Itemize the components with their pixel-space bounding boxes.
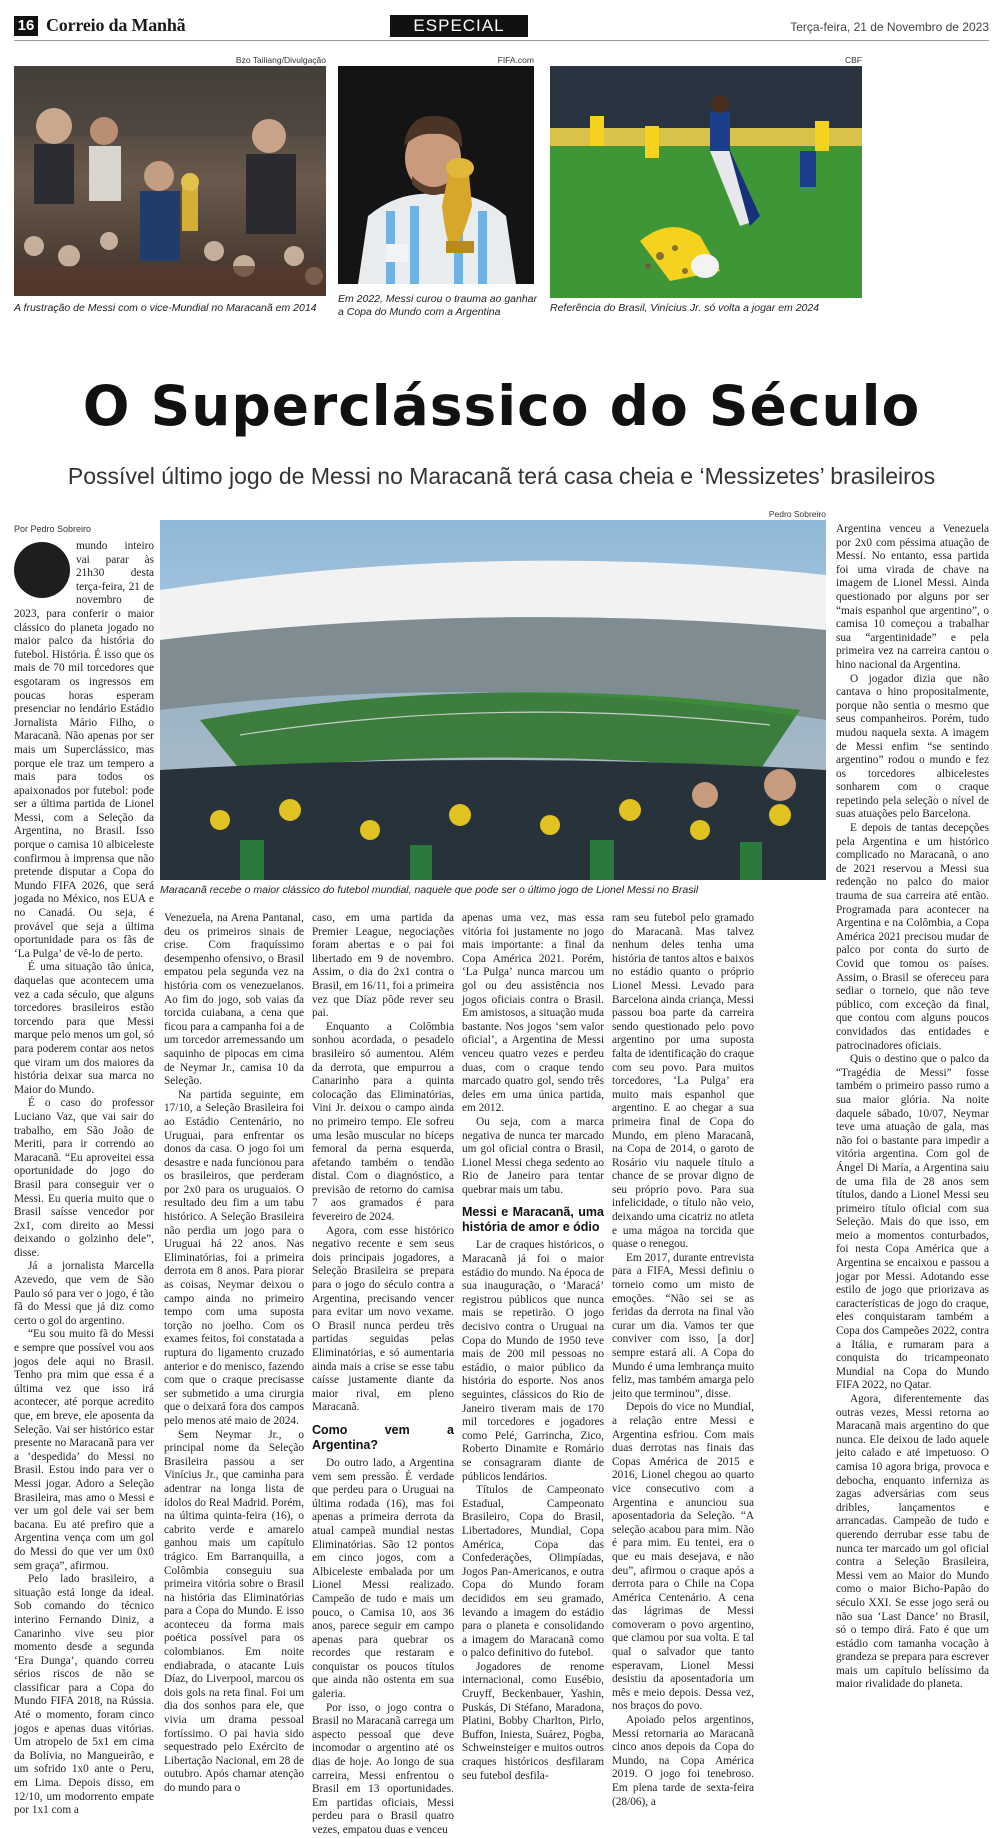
paragraph: Em 2017, durante entrevista para a FIFA, Messi definiu o torneio como um misto de emoções. “Não sei se as feridas da derrota na final vão curar um dia. Vamos ter que conviver com isso, [a dor] sempre estará ali. A Copa do Mundo é uma lembrança muito feliz, mas também amarga pelo jeito que terminou”, disse. <box>612 1251 754 1400</box>
paragraph: Agora, diferentemente das outras vezes, Messi retorna ao Maracanã mais argentino do que nunca. Ele deixou de lado aquele jeito calado e até impetuoso. O camisa 10 agora briga, provoca e debocha, enquanto inferniza as zagas adversárias com seus dribles, lançamentos e arrancadas. Campeão de tudo e querendo derrubar esse tabu de nunca ter marcado um gol oficial contra a Seleção Brasileira, Messi vem ao Maior do Mundo como o maior Bicho-Papão do século XXI. Se esse jogo será ou não sua ‘Last Dance’ no Brasil, só o tempo dirá. Fato é que um estádio com tamanha vocação à grandeza se prepara para escrever mais um capítulo belíssimo da maior rivalidade do planeta. <box>836 1393 989 1691</box>
section-label: ESPECIAL <box>390 15 528 37</box>
paragraph: Lar de craques históricos, o Maracanã já foi o maior estádio do mundo. Na época de sua inauguração, o ‘Maracá’ registrou públicos que nunca mais se repetirão. O jogo decisivo contra o Uruguai na Copa do Mundo de 1950 teve mais de 200 mil pessoas no estádio, o maior público da história do esporte. Nos anos seguintes, clássicos do Rio de Janeiro tiveram mais de 170 mil torcedores e jogadores como Pelé, Garrincha, Zico, Roberto Dinamite e Romário se consagraram diante de públicos lendários. <box>462 1239 604 1483</box>
photo-caption-4: Maracanã recebe o maior clássico do futebol mundial, naquele que pode ser o último jogo de Lionel Messi no Brasil <box>160 884 699 896</box>
paragraph: É o caso do professor Luciano Vaz, que vai sair do trabalho, em São João de Meriti, para ir correndo ao Maracanã. “Eu aproveitei essa oportunidade do jogo do Brasil para conseguir ver o Messi. Eu queria muito que o Brasil saísse vencedor por 2x1, com direito ao Messi deixando o golzinho dele”, disse. <box>14 1097 154 1259</box>
paragraph: Jogadores de renome internacional, como Eusébio, Cruyff, Beckenbauer, Yashin, Puskás, Di Stéfano, Maradona, Platini, Bobby Charlton, Pirlo, Buffon, Iniesta, Suárez, Pogba, Schweinsteiger e muitos outros craques históricos desfilaram seu futebol desfila- <box>462 1660 604 1782</box>
drop-cap <box>14 542 70 598</box>
subsection-title: Como vem a Argentina? <box>312 1422 454 1452</box>
paragraph: Pelo lado brasileiro, a situação está longe da ideal. Sob comando do técnico interino Fernando Diniz, a Canarinho vive seu pior momento desde a segunda ‘Era Dunga’, quando correu sérios riscos de não se classificar para a Copa do Mundo FIFA 2018, na Rússia. Até o momento, foram cinco jogos e apenas duas vitórias. Um atropelo de 5x1 em cima da Bolívia, no Mangueirão, e um sofrido 1x0 ante o Peru, em Lima. Depois disso, em 12/10, um modorrento empate por 1x1 com a <box>14 1573 154 1817</box>
photo-caption-1: A frustração de Messi com o vice-Mundial no Maracanã em 2014 <box>14 302 317 314</box>
subsection-title: Messi e Maracanã, uma história de amor e ódio <box>462 1205 604 1235</box>
paragraph: apenas uma vez, mas essa vitória foi justamente no jogo mais importante: a final da Copa América 2021. Porém, ‘La Pulga’ nunca marcou um gol ou deu assistência nos jogos oficiais contra o Brasil. Em amistosos, a situação muda bastante. Nos jogos ‘sem valor oficial’, a Argentina de Messi venceu quatro vezes e perdeu duas, com o craque tendo marcado quatro gol, sendo três deles em uma única partida, em 2012. <box>462 912 604 1115</box>
paragraph: Já a jornalista Marcella Azevedo, que vem de São Paulo só para ver o jogo, é tão fã do Messi que já diz como certo o gol do argentino. <box>14 1260 154 1327</box>
article-column-4 <box>462 912 604 1783</box>
paragraph: E depois de tantas decepções pela Argentina e um histórico complicado no Maracanã, o ano de 2021 reservou a Messi sua redenção no palco do maior trauma de sua carreira até então. Programada para acontecer na Argentina e na Colômbia, a Copa América 2021 precisou mudar de palco por conta do surto de Covid que tomou os países. Assim, o Brasil se ofereceu para sediar o torneio, que não teve público, com exceção da final, que contou com alguns poucos convidados das entidades e patrocinadores oficiais. <box>836 822 989 1052</box>
paragraph: Enquanto a Colômbia sonhou acordada, o pesadelo brasileiro só aumentou. Além da derrota, que empurrou a Canarinho para a quinta colocação das Eliminatórias, Vini Jr. deixou o campo ainda no primeiro tempo. Ele sofreu uma lesão muscular no bíceps femoral da perna esquerda, afetando também o tendão distal. Com o diagnóstico, a previsão de retorno do camisa 7 aos gramados é para fevereiro de 2024. <box>312 1020 454 1224</box>
page-number: 16 <box>14 16 38 36</box>
paragraph: caso, em uma partida da Premier League, negociações foram abertas e o pai foi libertado em 9 de novembro. Assim, o dia do 2x1 contra o Brasil, em 16/11, foi a primeira vez que Díaz pôde rever seu pai. <box>312 912 454 1020</box>
paragraph: O jogador dizia que não cantava o hino propositalmente, porque não sentia o mesmo que seus companheiros. Porém, tudo mudou naquela sexta. A imagem de Messi enfim “se sentindo argentino” rodou o mundo e fez os torcedores albicelestes sonharem com o craque repetindo pela seleção o nível de suas atuações pelo Barcelona. <box>836 672 989 821</box>
article-column-2 <box>164 912 304 1796</box>
subheadline: Possível último jogo de Messi no Maracanã terá casa cheia e ‘Messizetes’ brasileiros <box>67 463 936 489</box>
article-column-5 <box>612 912 754 1809</box>
photo-credit-3: CBF <box>845 55 862 65</box>
masthead-divider <box>14 40 989 41</box>
paragraph: Venezuela, na Arena Pantanal, deu os primeiros sinais de crise. Com fraquíssimo desempenho ofensivo, o Brasil empatou pela segunda vez na história com os venezuelanos. Ao fim do jogo, sob vaias da torcida cuiabana, a cena que ficou para a campanha foi a de um torcedor arremessando um saquinho de pipocas em cima de Neymar Jr., camisa 10 da Seleção. <box>164 912 304 1088</box>
paragraph: Títulos de Campeonato Estadual, Campeonato Brasileiro, Copa do Brasil, Libertadores, Mundial, Copa América, Copa das Confederações, Olimpíadas, Jogos Pan-Americanos, e outra Copa do Mundo foram decididos em seu gramado, levando a imagem do estádio para o planeta e consolidando a imagem do Maracanã como o palco definitivo do futebol. <box>462 1484 604 1660</box>
photo-caption-3: Referência do Brasil, Vinícius Jr. só volta a jogar em 2024 <box>550 302 820 314</box>
article-column-6 <box>836 523 989 1692</box>
newspaper-brand: Correio da Manhã <box>46 15 186 35</box>
photo-credit-4: Pedro Sobreiro <box>768 509 826 519</box>
paragraph: Sem Neymar Jr., o principal nome da Seleção Brasileira passou a ser Vinícius Jr., que caminha para adentrar na longa lista de ídolos do Real Madrid. Porém, na última quinta-feira (16), o cabrito verde e amarelo ganhou mais um capítulo trágico. Em Barranquilla, a Colômbia conseguiu sua primeira vitória sobre o Brasil na história das Eliminatórias para a Copa do Mundo. E isso aconteceu da forma mais poética possível para os colombianos. Em noite endiabrada, o atacante Luis Díaz, do Liverpool, marcou os dois gols na reta final. Foi um dia dos sonhos para ele, que vivia um drama pessoal fortíssimo. O pai havia sido sequestrado pelo Exército de Libertação Nacional, em 28 de outubro. Após chamar atenção do mundo para o <box>164 1428 304 1794</box>
photo-messi-2014 <box>14 66 326 296</box>
photo-maracana <box>160 520 826 880</box>
issue-date: Terça-feira, 21 de Novembro de 2023 <box>790 20 989 34</box>
article-column-3 <box>312 912 454 1838</box>
paragraph: Argentina venceu a Venezuela por 2x0 com péssima atuação de Messi. No entanto, essa partida foi uma virada de chave na imagem de Lionel Messi. Ainda questionado por alguns por ser “mais espanhol que argentino”, o camisa 10 começou a trabalhar sua “argentinidade” e pela primeira vez na carreira cantou o hino nacional da Argentina. <box>836 523 989 671</box>
article-column-1 <box>14 540 154 1818</box>
paragraph: Depois do vice no Mundial, a relação entre Messi e Argentina esfriou. Com mais duas derrotas nas finais das Copas América de 2015 e 2016, Lionel chegou ao quarto vice consecutivo com a Argentina e anunciou sua aposentadoria da Seleção. “A seleção acabou para mim. Não é para mim. Eu tentei, era o que eu mais desejava, e não deu”, afirmou o craque após a derrota para o Chile na Copa América Centenário. A cena das lágrimas de Messi comoveram o povo argentino, que clamou por sua volta. E tal qual o salvador que tanto esperavam, Lionel Messi desistiu da aposentadoria um mês e meio depois. Dessa vez, nos braços do povo. <box>612 1401 754 1713</box>
photo-vinicius <box>550 66 862 298</box>
photo-credit-1: Bzo Tailiang/Divulgação <box>235 55 326 65</box>
headline: O Superclássico do Século <box>82 374 921 438</box>
paragraph: Ou seja, com a marca negativa de nunca ter marcado um gol oficial contra o Brasil, Lionel Messi chega sedento ao Rio de Janeiro para tentar quebrar mais um tabu. <box>462 1115 604 1196</box>
paragraph: Quis o destino que o palco da “Tragédia de Messi” fosse também o primeiro passo rumo a sua maior glória. Na noite daquele sábado, 10/07, Neymar teve uma atuação de gala, mas não foi o bastante para impedir a vitória argentina. Com gol de Ángel Di María, a Argentina saiu de uma fila de 28 anos sem títulos, dando a Lionel Messi seu primeiro título oficial com sua Seleção. Mais do que isso, em meio a momentos conturbados, foi nesta Copa América que a Argentina se encaixou e passou a jogar por Messi. Adotando esse estilo de jogo que priorizava as características de jogo do craque, eles conquistaram também a Copa dos Campeões 2022, contra a Itália, e rumaram para a conquista do tricampeonato Mundial na Copa do Mundo FIFA 2022, no Qatar. <box>836 1053 989 1392</box>
photo-caption-2: Em 2022, Messi curou o trauma ao ganhar a Copa do Mundo com a Argentina <box>338 293 538 318</box>
paragraph: Agora, com esse histórico negativo recente e sem seus dois principais jogadores, a Seleção Brasileira se prepara para o jogo do século contra a Argentina, precisando vencer para evitar um novo vexame. O Brasil nunca perdeu três partidas seguidas pelas Eliminatórias, e só aumentaria ainda mais a crise se esse tabu caísse justamente diante da maior rival, em pleno Maracanã. <box>312 1224 454 1414</box>
byline: Por Pedro Sobreiro <box>14 524 92 534</box>
paragraph: mundo inteiro vai parar às 21h30 desta terça-feira, 21 de novembro de 2023, para conferir o maior clássico do planeta jogado no maior palco da história do futebol. História. É isso que os mais de 70 mil torcedores que esgotaram os ingressos em poucas horas esperam presenciar no lendário Estádio Jornalista Mário Filho, o Maracanã. Não apenas por ser mais um Superclássico, mas porque ele traz um tempero a mais para todos os apaixonados por futebol: pode ser a última partida de Lionel Messi, com a Seleção da Argentina, no Brasil. Isso porque o camisa 10 albiceleste confirmou à imprensa que não pretende disputar a Copa do Mundo FIFA 2026, que será jogada no México, nos EUA e no Canadá. Ou seja, é provável que seja a última oportunidade para os fãs de ‘La Pulga’ de vê-lo de perto. <box>14 540 154 960</box>
paragraph: Apoiado pelos argentinos, Messi retornaria ao Maracanã cinco anos depois da Copa do Mundo, na Copa América 2019. O jogo foi tenebroso. Em plena tarde de sexta-feira (28/06), a <box>612 1714 754 1808</box>
photo-credit-2: FIFA.com <box>497 55 534 65</box>
paragraph: Do outro lado, a Argentina vem sem pressão. É verdade que perdeu para o Uruguai na última rodada (16), mas foi apenas a primeira derrota da atual campeã mundial nestas Eliminatórias. São 12 pontos em cinco jogos, com a Albiceleste embalada por um Lionel Messi realizado. Campeão de tudo e mais um pouco, o Camisa 10, aos 36 anos, parece seguir em campo apenas para quebrar os recordes que restaram e conquistar os poucos títulos que ainda não ostenta em sua galeria. <box>312 1456 454 1701</box>
paragraph: Na partida seguinte, em 17/10, a Seleção Brasileira foi ao Estádio Centenário, no Uruguai, para enfrentar os donos da casa. O jogo foi um desastre e nada funcionou para os brasileiros, que perderam por 2x0 para os uruguaios. O resultado deu fim a um tabu histórico. A Seleção Brasileira não perdia um jogo para o Uruguai há 22 anos. Nas Eliminatórias, foi a primeira derrota em 8 anos. Para piorar as coisas, Neymar deixou o campo ainda no primeiro tempo com uma suposta torção no joelho. Com os exames feitos, foi constatada a ruptura do ligamento cruzado anterior e do menisco, fazendo com que o craque precisasse ser submetido a uma cirurgia que o deixará fora dos campos pelo menos até maio de 2024. <box>164 1088 304 1427</box>
photo-messi-trophy <box>338 66 534 284</box>
masthead <box>14 14 989 38</box>
paragraph: “Eu sou muito fã do Messi e sempre que possível vou aos jogos dele aqui no Brasil. Tenho pra mim que essa é a última vez que isso irá acontecer, até porque acredito que, em breve, ele aposenta da Seleção. Vai ser histórico estar presente no Maracanã para ver a ‘despedida’ do Messi no Brasil. Estou indo para ver o Messi jogar. Adoro a Seleção Brasileira, mas amo o Messi e ver um gol dele vai ser bem bacana. Eu até prefiro que a Argentina vença com um gol do Messi do que ver um 0x0 sem graça”, afirmou. <box>14 1328 154 1572</box>
paragraph: É uma situação tão única, daquelas que acontecem uma vez a cada século, que alguns torcedores brasileiros estão torcendo para que Messi marque pelo menos um gol, só para poderem contar aos netos que viram um dos maiores da história deixar sua marca no Maior do Mundo. <box>14 961 154 1096</box>
paragraph: ram seu futebol pelo gramado do Maracanã. Mas talvez nenhum deles tenha uma história de tantos altos e baixos no estádio quanto o próprio Lionel Messi. Levado para Barcelona ainda criança, Messi passou boa parte da carreira sendo questionado pelo povo argentino por uma suposta falta de identificação do craque com seu povo. Para muitos torcedores, ‘La Pulga’ era muito mais espanhol que argentino. E ao chegar a sua primeira final de Copa do Mundo, em pleno Maracanã, na Copa de 2014, o garoto de Rosário viu naquele título a chance de se provar digno de seu próprio povo. Para sua infelicidade, o título não veio, deixando uma cicatriz no atleta e uma mágoa na torcida que quase o renegou. <box>612 912 754 1251</box>
paragraph: Por isso, o jogo contra o Brasil no Maracanã carrega um aspecto pessoal que deve incomodar o argentino até os dias de hoje. Ao longo de sua carreira, Messi enfrentou o Brasil em 13 oportunidades. Em partidas oficiais, Messi perdeu para o Brasil quatro vezes, empatou duas e venceu <box>312 1701 454 1836</box>
